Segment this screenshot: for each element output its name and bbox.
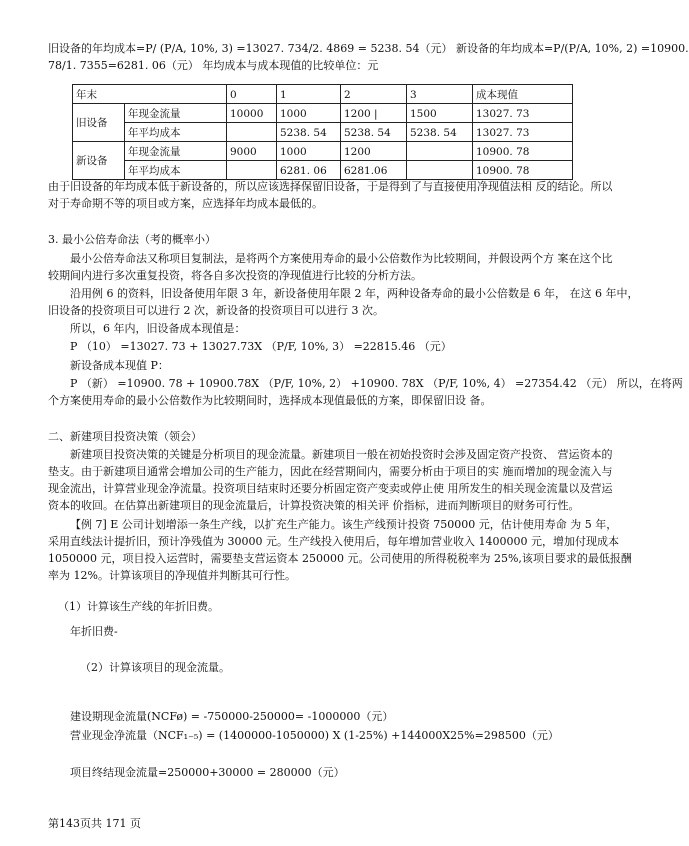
table-row	[73, 142, 573, 161]
table-cell: 10900. 78	[473, 142, 573, 161]
table-cell: 1200 |	[341, 104, 407, 123]
table-header-cell: 成本现值	[473, 85, 573, 104]
formula-new: P （新） =10900. 78 + 10900.78X （P/F, 10%, 2） +10900. 78X （P/F, 10%, 4） =27354.42 （元） 所以，在将两	[70, 377, 683, 390]
table-cell	[407, 161, 473, 180]
group-label-new: 新设备	[73, 142, 125, 180]
table-cell: 10900. 78	[473, 161, 573, 180]
section-b-paragraph	[48, 446, 613, 514]
paragraph-line: 采用直线法计提折旧，预计净残值为 30000 元。生产线投入使用后，每年增加营业收入 1400000 元，增加付现成本	[48, 535, 619, 548]
cost-comparison-table	[72, 84, 573, 180]
table-cell: 13027. 73	[473, 104, 573, 123]
table-cell	[227, 161, 277, 180]
table-row	[73, 123, 573, 142]
table-row	[73, 104, 573, 123]
paragraph-line: 新建项目投资决策的关键是分析项目的现金流量。新建项目一般在初始投资时会涉及固定资产投资、 营运资本的	[70, 448, 613, 461]
table-cell: 1200	[341, 142, 407, 161]
table-header-cell: 0	[227, 85, 277, 104]
section-heading: 二、新建项目投资决策（领会）	[48, 430, 202, 443]
table-row	[73, 161, 573, 180]
paragraph-line: 新设备成本现值 P：	[70, 359, 169, 372]
paragraph-line: 率为 12%。计算该项目的净现值并判断其可行性。	[48, 569, 296, 582]
table-cell	[407, 142, 473, 161]
ncf-terminal: 项目终结现金流量=250000+30000 = 280000（元）	[70, 766, 345, 779]
paragraph-line: 垫支。由于新建项目通常会增加公司的生产能力，因此在经营期间内，需要分析由于项目的实 施而增加的现金流入与	[48, 465, 613, 478]
ncf-construction: 建设期现金流量(NCFø) = -750000-250000= -1000000（元）	[70, 710, 394, 723]
formula-old: P （10） =13027. 73 + 13027.73X （P/F, 10%, 3） =22815.46 （元）	[70, 340, 452, 353]
ncf-operating: 营业现金净流量（NCF₁₋₅) = (1400000-1050000) X (1-25%) +144000X25%=298500（元）	[70, 729, 559, 742]
section-heading: 3. 最小公倍寿命法（考的概率小）	[48, 233, 216, 246]
paragraph-line: 个方案使用寿命的最小公倍数作为比较期间时，选择成本现值最低的方案，即保留旧设 备。	[48, 394, 492, 407]
conclusion-line: 由于旧设备的年均成本低于新设备的，所以应该选择保留旧设备，于是得到了与直接使用净现值法相 反的结论。所以	[48, 180, 613, 193]
table-cell: 1500	[407, 104, 473, 123]
table-cell	[227, 123, 277, 142]
section3-paragraph-2	[48, 285, 639, 319]
table-cell: 10000	[227, 104, 277, 123]
conclusion-paragraph	[48, 178, 613, 212]
table-cell: 13027. 73	[473, 123, 573, 142]
intro-line: 78/1. 7355=6281. 06（元） 年均成本与成本现值的比较单位：元	[48, 59, 379, 72]
table-cell: 9000	[227, 142, 277, 161]
depreciation-label: 年折旧费-	[70, 625, 118, 638]
row-label: 年平均成本	[125, 123, 227, 142]
paragraph-line: 最小公倍寿命法又称项目复制法，是将两个方案使用寿命的最小公倍数作为比较期间，并假设两个方 案在这个比	[70, 252, 613, 265]
calc-step-2: （2）计算该项目的现金流量。	[80, 661, 230, 674]
paragraph-line: 旧设备的投资项目可以进行 2 次，新设备的投资项目可以进行 3 次。	[48, 304, 384, 317]
section3-paragraph-1	[48, 250, 613, 284]
table-cell: 5238. 54	[277, 123, 341, 142]
table-header-cell: 3	[407, 85, 473, 104]
table-header-cell: 1	[277, 85, 341, 104]
calc-step-1: （1）计算该生产线的年折旧费。	[58, 600, 219, 613]
group-label-old: 旧设备	[73, 104, 125, 142]
formula-new-paragraph	[48, 375, 683, 409]
table-header-cell: 年末	[73, 85, 227, 104]
table-cell: 1000	[277, 142, 341, 161]
paragraph-line: 资本的收回。在估算出新建项目的现金流量后，计算投资决策的相关评 价指标，进而判断项目的财务可行性。	[48, 499, 580, 512]
paragraph-line: 【例 7] E 公司计划增添一条生产线，以扩充生产能力。该生产线预计投资 750000 元，估计使用寿命 为 5 年，	[70, 518, 618, 531]
row-label: 年平均成本	[125, 161, 227, 180]
table-cell: 6281. 06	[277, 161, 341, 180]
table-cell: 5238. 54	[407, 123, 473, 142]
paragraph-line: 1050000 元，项目投入运营时，需要垫支营运资本 250000 元。公司使用的所得税税率为 25%,该项目要求的最低报酬	[48, 552, 632, 565]
paragraph-line: 沿用例 6 的资料，旧设备使用年限 3 年，新设备使用年限 2 年，两种设备寿命的最小公倍数是 6 年， 在这 6 年中，	[70, 287, 639, 300]
row-label: 年现金流量	[125, 142, 227, 161]
paragraph-line: 现金流出，计算营业现金净流量。投资项目结束时还要分析固定资产变卖或停止使 用所发生的相关现金流量以及营运	[48, 482, 613, 495]
row-label: 年现金流量	[125, 104, 227, 123]
intro-paragraph	[48, 40, 689, 74]
conclusion-line: 对于寿命期不等的项目或方案，应选择年均成本最低的。	[48, 197, 323, 210]
paragraph-line: 较期间内进行多次重复投资，将各自多次投资的净现值进行比较的分析方法。	[48, 269, 422, 282]
page-number: 第143页共 171 页	[48, 817, 141, 830]
example-paragraph	[48, 516, 632, 584]
table-header-row	[73, 85, 573, 104]
table-header-cell: 2	[341, 85, 407, 104]
table-cell: 5238. 54	[341, 123, 407, 142]
paragraph-line: 所以，6 年内，旧设备成本现值是：	[70, 322, 246, 335]
table-cell: 1000	[277, 104, 341, 123]
table-cell: 6281.06	[341, 161, 407, 180]
intro-line: 旧设备的年均成本=P/ (P/A, 10%, 3) =13027. 734/2. 4869 = 5238. 54（元） 新设备的年均成本=P/(P/A, 10%, 2) =10900.	[48, 42, 689, 55]
